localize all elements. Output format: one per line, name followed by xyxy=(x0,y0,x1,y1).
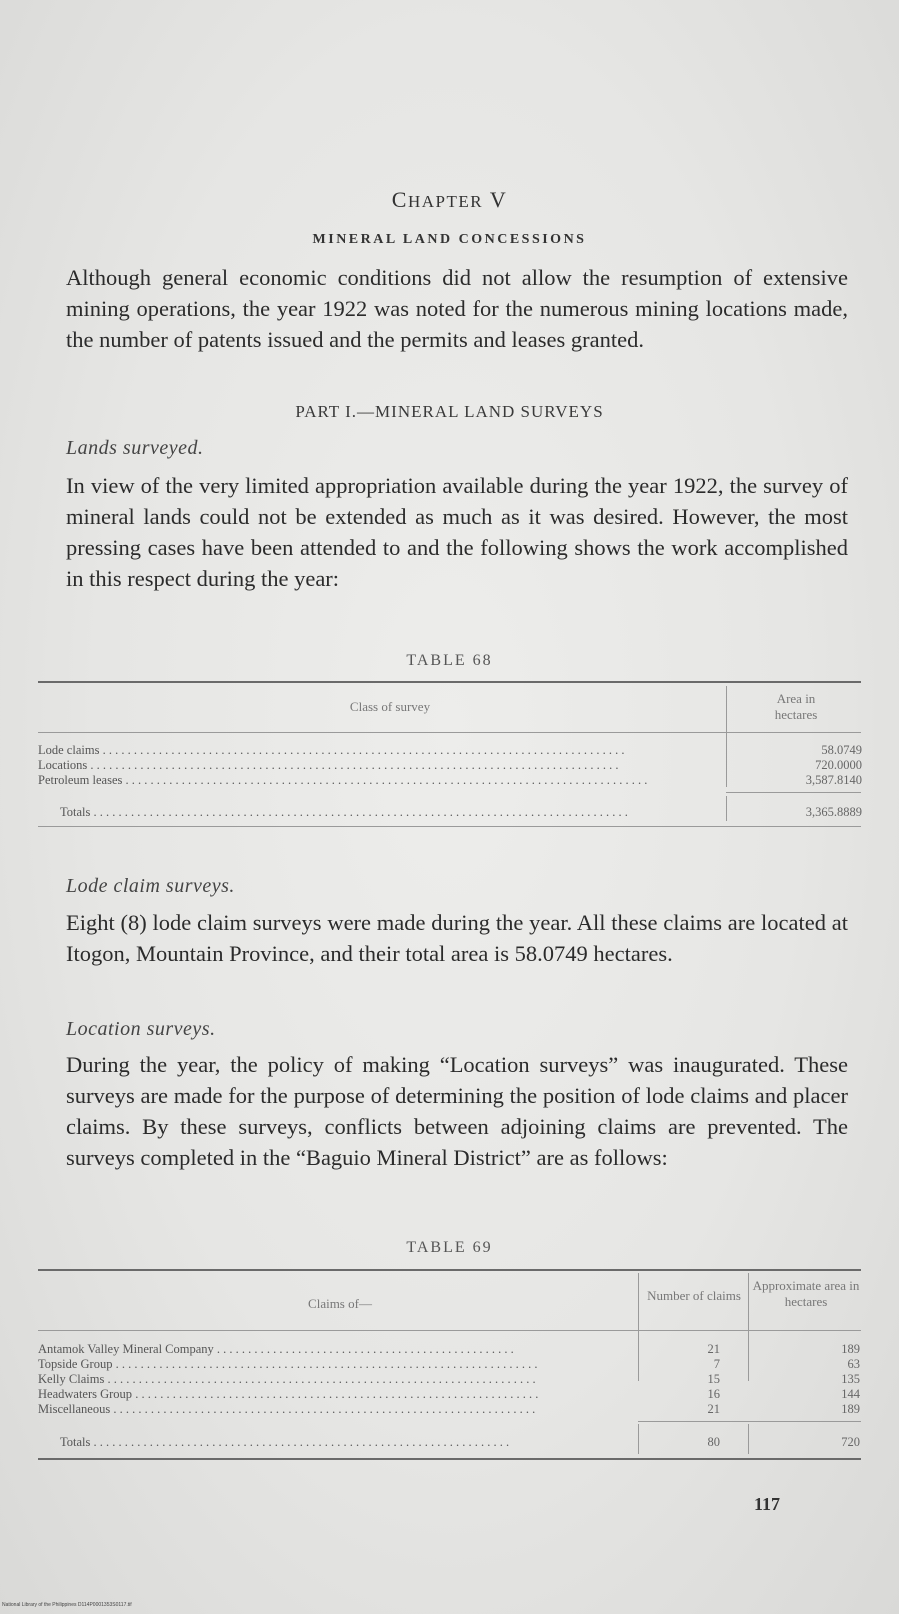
table-row: Lode claims . . . . . . . . . . . . . . . . . . . . . . . . . . . . . . . . . . . . . . . . . . . . . . . . . . . . . . . . . . . . . . . . . . . . . . . . . . . . . . . . . . . . xyxy=(38,743,625,757)
table-69-area-value: 189 xyxy=(841,1342,860,1356)
location-surveys-heading: Location surveys. xyxy=(66,1018,216,1040)
table-69-header-rule xyxy=(38,1330,861,1331)
table-68-header-rule xyxy=(38,732,861,733)
table-69-area-value: 63 xyxy=(847,1357,860,1371)
page-number: 117 xyxy=(754,1494,781,1514)
lode-claim-heading: Lode claim surveys. xyxy=(66,875,235,897)
lode-claim-paragraph: Eight (8) lode claim surveys were made during the year. All these claims are located at Itogon, Mountain Province, and their total area is 58.0749 hectares. xyxy=(66,910,848,966)
table-69-number-value: 7 xyxy=(713,1357,720,1371)
table-68-sum-rule xyxy=(726,792,861,793)
table-69-header-area: Approximate area in hectares xyxy=(752,1278,860,1309)
lands-surveyed-heading: Lands surveyed. xyxy=(66,437,204,459)
table-68-bottom-rule xyxy=(38,826,861,827)
table-69-totals-divider-1 xyxy=(638,1424,639,1454)
table-row: Headwaters Group . . . . . . . . . . . . . . . . . . . . . . . . . . . . . . . . . . . . . . . . . . . . . . . . . . . . . . . . . . . . . . . . . xyxy=(38,1387,539,1401)
table-69-area-value: 144 xyxy=(841,1387,860,1401)
table-row: Miscellaneous . . . . . . . . . . . . . . . . . . . . . . . . . . . . . . . . . . . . . . . . . . . . . . . . . . . . . . . . . . . . . . . . . . . . xyxy=(38,1402,536,1416)
table-69-sum-rule xyxy=(638,1421,861,1422)
table-68-totals-divider xyxy=(726,796,727,821)
table-68-totals-area: 3,365.8889 xyxy=(805,805,862,819)
table-69-area-value: 135 xyxy=(841,1372,860,1386)
table-69-column-divider-1 xyxy=(638,1273,639,1381)
table-row: Topside Group . . . . . . . . . . . . . . . . . . . . . . . . . . . . . . . . . . . . . . . . . . . . . . . . . . . . . . . . . . . . . . . . . . . . xyxy=(38,1357,538,1371)
table-69-totals-divider-2 xyxy=(748,1424,749,1454)
table-69-totals-number: 80 xyxy=(707,1435,720,1449)
table-69-bottom-rule xyxy=(38,1458,861,1460)
table-69-totals-row: Totals . . . . . . . . . . . . . . . . . . . . . . . . . . . . . . . . . . . . . . . . . . . . . . . . . . . . . . . . . . . . . . . . . . . xyxy=(60,1435,510,1449)
table-68-area-value: 58.0749 xyxy=(821,743,862,757)
lands-surveyed-paragraph: In view of the very limited appropriation available during the year 1922, the survey of mineral lands could not be extended as much as it was desired. However, the most pressing cases have been attended to and the following shows the work accomplished in this respect during the year: xyxy=(66,473,848,591)
table-68-caption: TABLE 68 xyxy=(406,652,493,669)
table-69-number-value: 16 xyxy=(707,1387,720,1401)
table-row: Locations . . . . . . . . . . . . . . . . . . . . . . . . . . . . . . . . . . . . . . . . . . . . . . . . . . . . . . . . . . . . . . . . . . . . . . . . . . . . . . . . . . . . . xyxy=(38,758,619,772)
table-69-header-claims: Claims of— xyxy=(308,1296,372,1311)
table-68-column-divider xyxy=(726,686,727,787)
section-title: MINERAL LAND CONCESSIONS xyxy=(312,232,587,247)
part-heading: PART I.—MINERAL LAND SURVEYS xyxy=(295,402,604,421)
intro-paragraph: Although general economic conditions did not allow the resumption of extensive mining operations, the year 1922 was noted for the numerous mining locations made, the number of patents issued and the permits and leases granted. xyxy=(66,265,848,352)
chapter-title: CHAPTER V xyxy=(391,187,508,212)
table-row: Antamok Valley Mineral Company . . . . . . . . . . . . . . . . . . . . . . . . . . . . . . . . . . . . . . . . . . . . . . . . xyxy=(38,1342,514,1356)
table-68-totals-row: Totals . . . . . . . . . . . . . . . . . . . . . . . . . . . . . . . . . . . . . . . . . . . . . . . . . . . . . . . . . . . . . . . . . . . . . . . . . . . . . . . . . . . . . . xyxy=(60,805,628,819)
table-68-area-value: 720.0000 xyxy=(815,758,862,772)
table-69-caption: TABLE 69 xyxy=(406,1239,493,1256)
table-68-top-rule xyxy=(38,681,861,683)
table-68-header-area: Area in hectares xyxy=(774,691,818,722)
table-68-header-class: Class of survey xyxy=(349,699,431,714)
table-69-number-value: 21 xyxy=(707,1342,720,1356)
table-row: Kelly Claims . . . . . . . . . . . . . . . . . . . . . . . . . . . . . . . . . . . . . . . . . . . . . . . . . . . . . . . . . . . . . . . . . . . . . xyxy=(38,1372,536,1386)
scan-credit: National Library of the Philippines D114P0001353S0117.tif xyxy=(2,1602,132,1608)
table-69-number-value: 21 xyxy=(707,1402,720,1416)
table-69-header-number: Number of claims xyxy=(647,1288,741,1303)
location-surveys-paragraph: During the year, the policy of making “Location surveys” was inaugurated. These surveys are made for the purpose of determining the position of lode claims and placer claims. By these surveys, conflicts between adjoining claims are prevented. The surveys completed in the “Baguio Mineral District” are as follows: xyxy=(66,1052,848,1170)
table-68-area-value: 3,587.8140 xyxy=(805,773,862,787)
table-69-totals-area: 720 xyxy=(841,1435,860,1449)
table-69-area-value: 189 xyxy=(841,1402,860,1416)
table-row: Petroleum leases . . . . . . . . . . . . . . . . . . . . . . . . . . . . . . . . . . . . . . . . . . . . . . . . . . . . . . . . . . . . . . . . . . . . . . . . . . . . . . . . . . . . xyxy=(38,773,648,787)
table-69-column-divider-2 xyxy=(748,1273,749,1381)
table-69-number-value: 15 xyxy=(707,1372,720,1386)
table-69-top-rule xyxy=(38,1269,861,1271)
